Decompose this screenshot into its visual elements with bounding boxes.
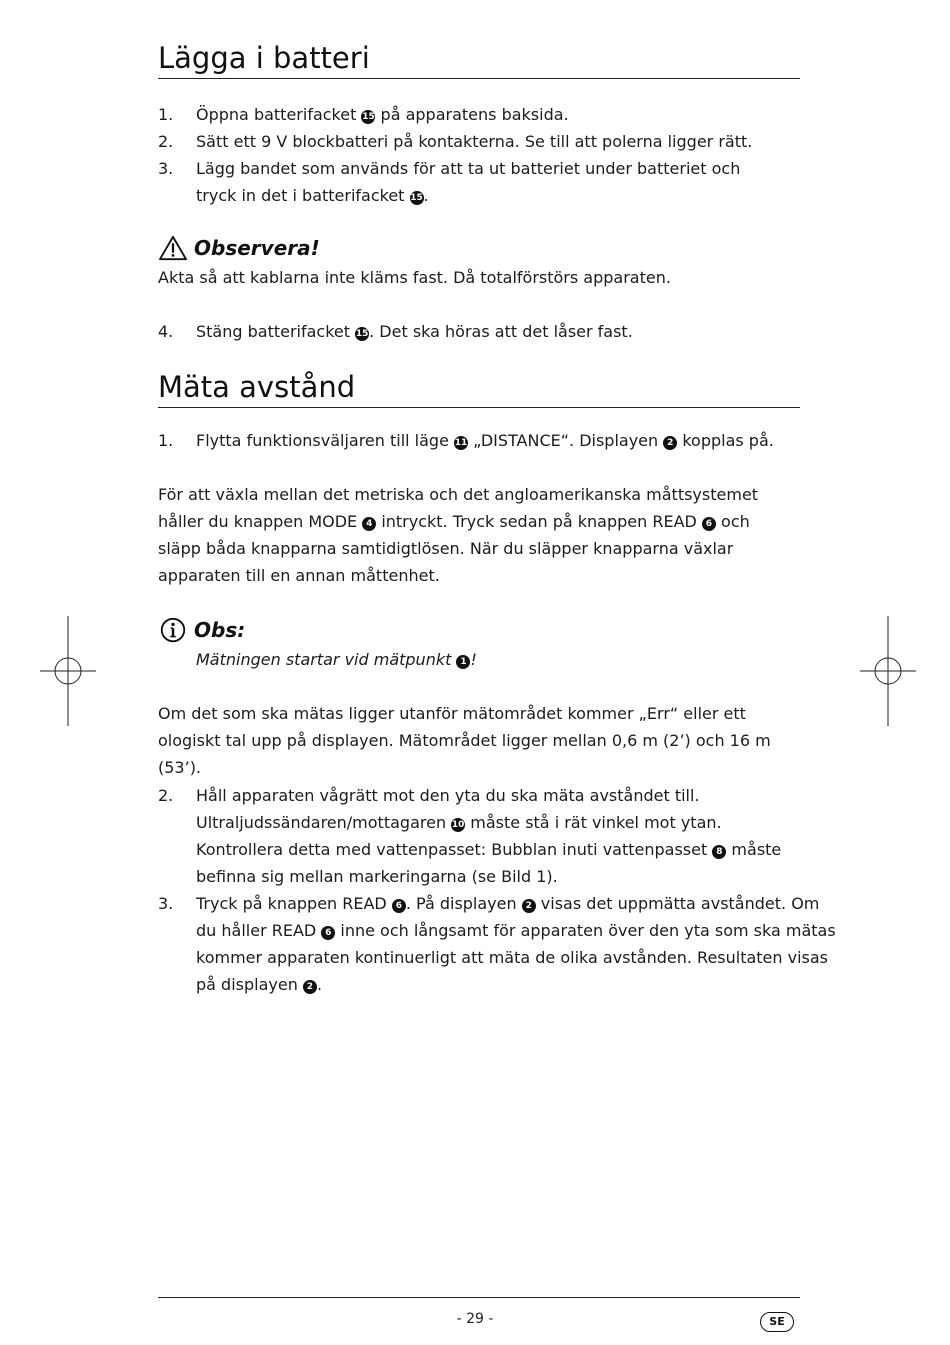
reference-number-badge: 15 [410, 193, 423, 203]
text-run: . Det ska höras att det låser fast. [369, 322, 633, 341]
footer-rule [158, 1297, 800, 1298]
text-run: måste stå i rät vinkel mot ytan. Kontrollera detta med vattenpasset: Bubblan inuti vattenpasset [196, 813, 722, 859]
text-run: „DISTANCE“. Displayen [468, 431, 664, 450]
text-run: Sätt ett 9 V blockbatteri på kontakterna. Se till att polerna ligger rätt. [196, 132, 753, 151]
crop-mark-left [40, 616, 96, 726]
battery-step-4 [158, 318, 800, 345]
list-item [158, 427, 800, 454]
step-number: 1. [158, 431, 174, 450]
step-number: 2. [158, 132, 174, 151]
reference-number-badge: 2 [303, 980, 317, 994]
text-run: Stäng batterifacket [196, 322, 356, 341]
distance-step-1 [158, 427, 800, 454]
distance-steps-list [158, 782, 836, 998]
step-number: 1. [158, 105, 174, 124]
reference-number-badge: 15 [355, 329, 369, 339]
text-run: måste befinna sig mellan markeringarna (se Bild 1). [196, 840, 782, 886]
reference-number-badge: 1 [456, 655, 470, 669]
list-item [158, 155, 766, 209]
text-run: inne och långsamt för apparaten över den yta som ska mätas kommer apparaten kontinuerligt att mäta de olika avstånden. Resultaten visas på displayen [196, 921, 836, 994]
crop-mark-right [860, 616, 916, 726]
list-item [158, 101, 800, 128]
text-run: visas det uppmätta avståndet. Om du håller READ [196, 894, 820, 940]
text-run: För att växla mellan det metriska och det angloamerikanska måttsystemet håller du knappen MODE [158, 485, 759, 531]
warning-title: Observera! [194, 236, 320, 260]
reference-number-badge: 6 [702, 517, 716, 531]
range-paragraph: Om det som ska mätas ligger utanför mätområdet kommer „Err“ eller ett ologiskt tal upp på displayen. Mätområdet ligger mellan 0,6 m (2’) och 16 m (53’). [158, 704, 771, 777]
list-item [158, 128, 800, 155]
note-callout-title [158, 616, 245, 644]
reference-number-badge: 2 [663, 436, 677, 450]
text-run: Tryck på knappen READ [196, 894, 392, 913]
warning-callout-title [158, 235, 320, 261]
reference-number-badge: 8 [712, 845, 726, 859]
reference-number-badge: 10 [451, 820, 465, 830]
step-number: 4. [158, 322, 174, 341]
text-run: Mätningen startar vid mätpunkt [196, 650, 457, 669]
note-title: Obs: [194, 618, 246, 642]
list-item [158, 782, 796, 890]
reference-number-badge: 15 [362, 112, 375, 122]
note-text [196, 646, 477, 673]
warning-text: Akta så att kablarna inte kläms fast. Då totalförstörs apparaten. [158, 268, 671, 287]
reference-number-badge: 6 [392, 899, 406, 913]
text-run: . [423, 186, 429, 205]
reference-number-badge: 6 [321, 926, 335, 940]
step-number: 3. [158, 894, 174, 913]
battery-steps-list [158, 101, 800, 209]
text-run: intryckt. Tryck sedan på knappen READ [376, 512, 702, 531]
warning-triangle-icon [158, 235, 188, 261]
text-run: . På displayen [405, 894, 522, 913]
reference-number-badge: 11 [454, 438, 468, 448]
language-badge: SE [760, 1312, 794, 1332]
text-run: Lägg bandet som används för att ta ut batteriet under batteriet och tryck in det i batterifacket [196, 159, 741, 205]
reference-number-badge: 4 [362, 517, 376, 531]
text-run: Håll apparaten vågrätt mot den yta du ska mäta avståndet till. Ultraljudssändaren/mottagaren [196, 786, 700, 832]
step-number: 2. [158, 786, 174, 805]
list-item [158, 318, 800, 345]
text-run: Öppna batterifacket [196, 105, 362, 124]
reference-number-badge: 2 [522, 899, 536, 913]
text-run: kopplas på. [677, 431, 774, 450]
step-number: 3. [158, 159, 174, 178]
text-run: på apparatens baksida. [375, 105, 569, 124]
text-run: ! [470, 650, 477, 669]
info-circle-icon [158, 616, 188, 644]
list-item [158, 890, 836, 998]
text-run: . [316, 975, 323, 994]
text-run: Flytta funktionsväljaren till läge [196, 431, 455, 450]
section-heading-battery: Lägga i batteri [158, 40, 800, 79]
section-heading-distance: Mäta avstånd [158, 369, 800, 408]
units-paragraph [158, 481, 788, 589]
page-number: - 29 - [456, 1311, 494, 1327]
text-run: och släpp båda knapparna samtidigtlösen. När du släpper knapparna växlar apparaten till en annan måttenhet. [158, 512, 750, 585]
